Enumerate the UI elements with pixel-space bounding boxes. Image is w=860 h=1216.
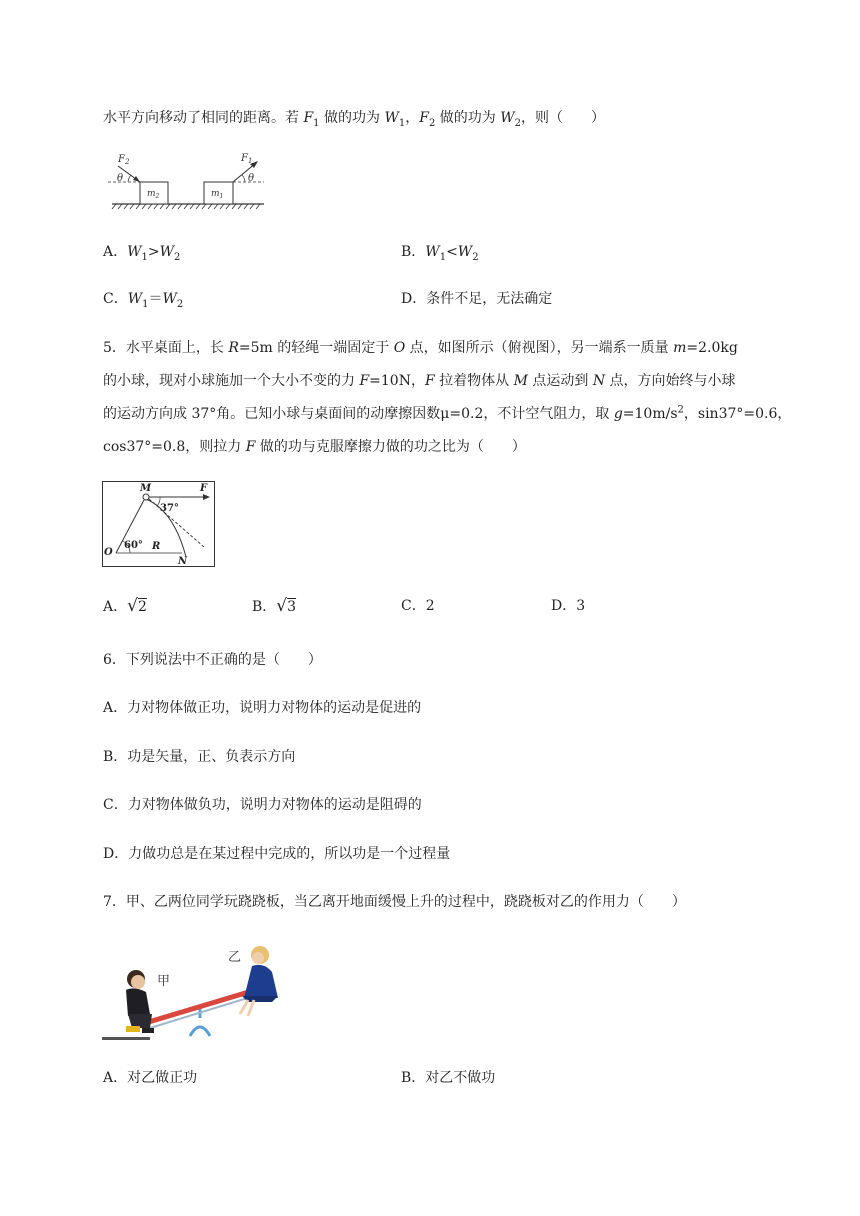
- svg-text:37°: 37°: [160, 503, 179, 514]
- svg-text:R: R: [152, 541, 161, 552]
- q5-rope-diagram: [102, 481, 216, 568]
- q7-option-b[interactable]: B．对乙不做功: [401, 1070, 496, 1086]
- q4-option-c[interactable]: C．$W_1=W_2$: [103, 291, 184, 310]
- q5-stem-line-3: 的运动方向成 37°角。已知小球与桌面间的动摩擦因数μ=0.2，不计空气阻力，取 $g=10m/s^2$，sin37°=0.6，: [103, 404, 792, 422]
- q6-stem: 6．下列说法中不正确的是（ ）: [103, 652, 322, 668]
- svg-text:60°: 60°: [124, 540, 143, 551]
- q5-option-d[interactable]: D．3: [551, 598, 586, 614]
- q6-option-a[interactable]: A．力对物体做正功，说明力对物体的运动是促进的: [103, 700, 422, 716]
- q6-option-c[interactable]: C．力对物体做负功，说明力对物体的运动是阻碍的: [103, 797, 422, 813]
- q5-option-b[interactable]: B．√3: [252, 596, 297, 616]
- q6-option-d[interactable]: D．力做功总是在某过程中完成的，所以功是一个过程量: [103, 846, 451, 862]
- svg-text:甲: 甲: [157, 974, 171, 989]
- svg-text:F1: $F_1$: [241, 153, 253, 165]
- svg-text:F2: $F_2$: [118, 154, 130, 166]
- q5-stem-line-4: cos37°=0.8，则拉力 F 做的功与克服摩擦力做的功之比为（ ）: [103, 439, 526, 455]
- q7-seesaw-image: [102, 936, 288, 1044]
- svg-text:N: N: [178, 556, 188, 567]
- svg-text:θ: θ: [117, 173, 124, 184]
- svg-text:m1: $m_1$: [211, 189, 224, 200]
- svg-text:O: O: [104, 547, 113, 558]
- svg-text:M: M: [140, 483, 152, 494]
- q7-option-a[interactable]: A．对乙做正功: [103, 1070, 198, 1086]
- q5-option-a[interactable]: A．√2: [103, 596, 147, 616]
- q5-stem-line-1: 5．水平桌面上，长 R=5m 的轻绳一端固定于 O 点，如图所示（俯视图），另一端系一质量 m=2.0kg: [103, 340, 738, 356]
- q4-stem: 水平方向移动了相同的距离。若 $F_1$ 做的功为 $W_1$，$F_2$ 做的功为 $W_2$，则（ ）: [103, 110, 605, 129]
- svg-text:m2: $m_2$: [147, 189, 160, 200]
- q4-option-a[interactable]: A．$W_1>W_2$: [103, 244, 181, 263]
- svg-text:F: F: [200, 483, 208, 494]
- q7-stem: 7．甲、乙两位同学玩跷跷板，当乙离开地面缓慢上升的过程中，跷跷板对乙的作用力（ ）: [103, 894, 686, 910]
- q6-option-b[interactable]: B．功是矢量，正、负表示方向: [103, 749, 296, 765]
- svg-text:乙: 乙: [228, 950, 242, 965]
- q5-stem-line-2: 的小球，现对小球施加一个大小不变的力 F=10N，F 拉着物体从 M 点运动到 N 点，方向始终与小球: [103, 373, 736, 389]
- q4-option-d[interactable]: D．条件不足，无法确定: [401, 291, 553, 307]
- q4-option-b[interactable]: B．$W_1<W_2$: [401, 244, 479, 263]
- svg-text:θ: θ: [248, 173, 255, 184]
- q4-force-diagram: [108, 150, 268, 212]
- q5-option-c[interactable]: C．2: [401, 598, 435, 614]
